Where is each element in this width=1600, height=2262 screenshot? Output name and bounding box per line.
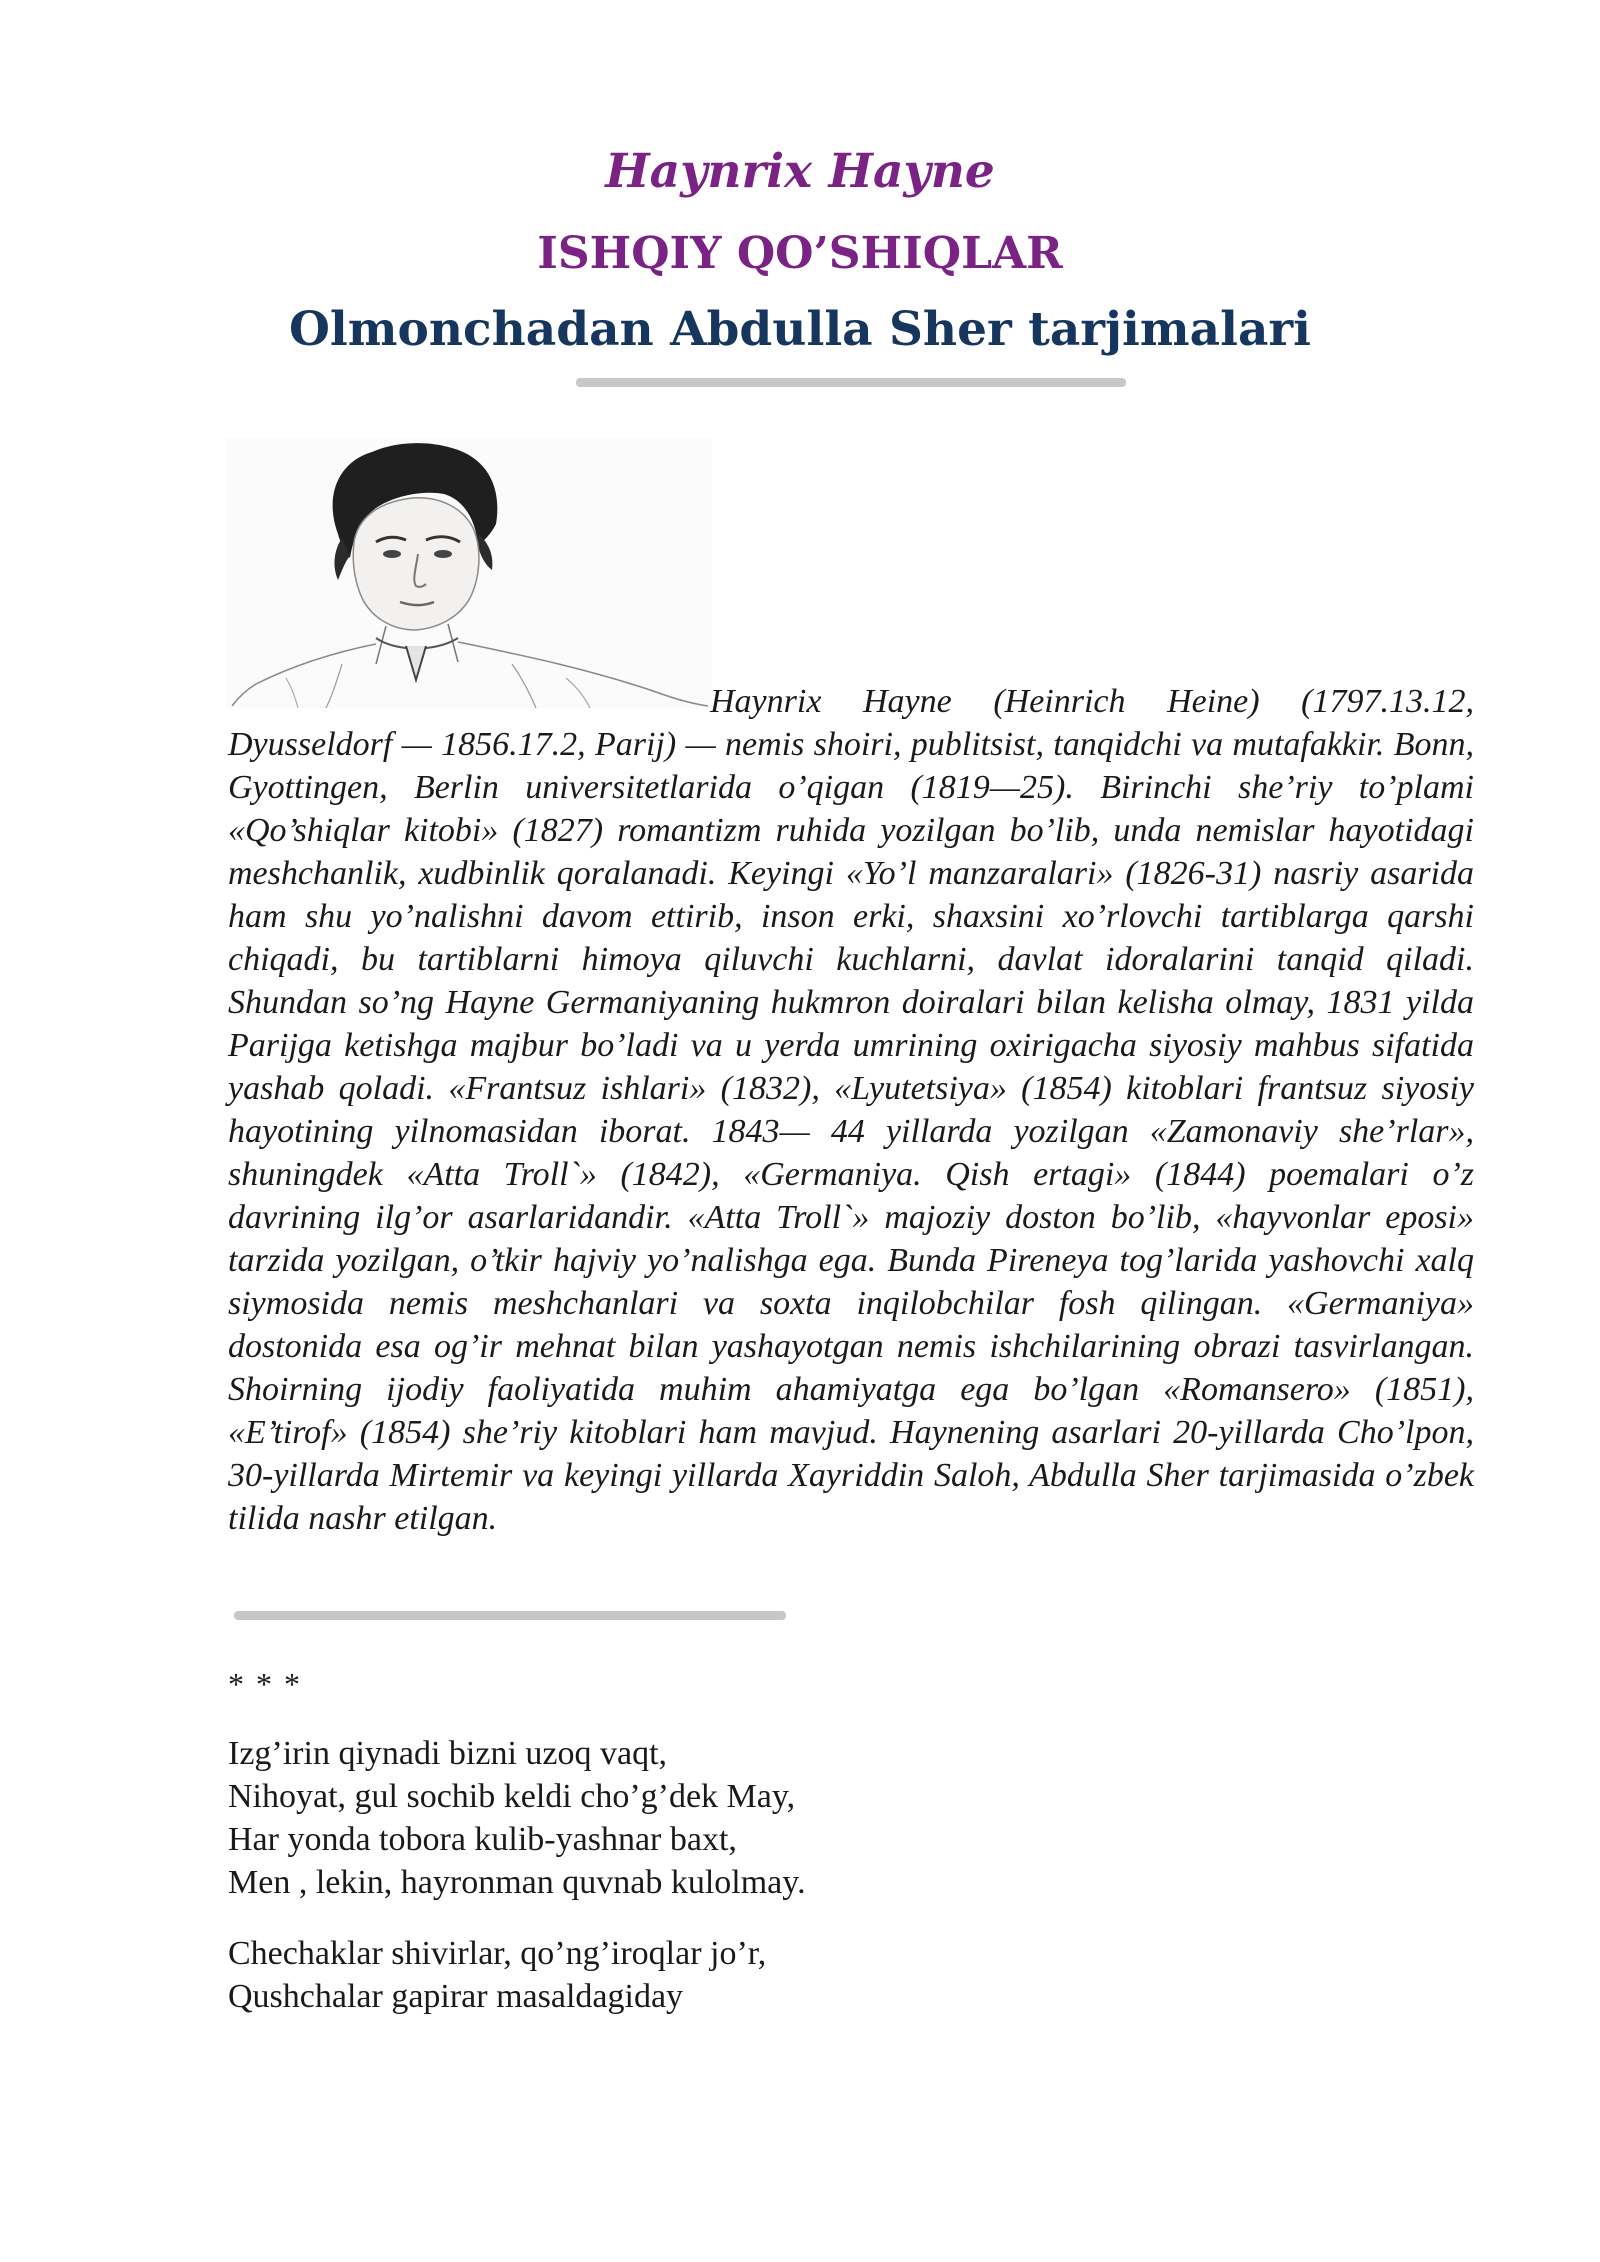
poem-separator: * * *	[228, 1666, 302, 1702]
divider-bottom	[234, 1611, 786, 1620]
page-title: ISHQIY QO’SHIQLAR	[537, 228, 1063, 279]
page-subtitle: Olmonchadan Abdulla Sher tarjimalari	[288, 302, 1312, 357]
poem-line: Qushchalar gapirar masaldagiday	[228, 1978, 684, 2015]
poem-line: Chechaklar shivirlar, qo’ng’iroqlar jo’r,	[228, 1935, 767, 1972]
poem-line: Nihoyat, gul sochib keldi cho’g’dek May,	[228, 1778, 796, 1815]
poem-line: Men , lekin, hayronman quvnab kulolmay.	[228, 1864, 806, 1901]
author-portrait	[226, 438, 712, 708]
biography-text: Haynrix Hayne (Heinrich Heine) (1797.13.12, Dyusseldorf — 1856.17.2, Parij) — nemis shoiri, publitsist, tanqidchi va mutafakkir. Bonn, Gyottingen, Berlin universitetlarida o’qigan (1819—25). Birinchi she’riy to’plami «Qo’shiqlar kitobi» (1827) romantizm ruhida yozilgan bo’lib, unda nemislar hayotidagi meshchanlik, xudbinlik qoralanadi. Keyingi «Yo’l manzaralari» (1826-31) nasriy asarida ham shu yo’nalishni davom ettirib, inson erki, shaxsini xo’rlovchi tartiblarga qarshi chiqadi, bu tartiblarni himoya qiluvchi kuchlarni, davlat idoralarini tanqid qiladi. Shundan so’ng Hayne Germaniyaning hukmron doiralari bilan kelisha olmay, 1831 yilda Parijga ketishga majbur bo’ladi va u yerda umrining oxirigacha siyosiy mahbus sifatida yashab qoladi. «Frantsuz ishlari» (1832), «Lyutetsiya» (1854) kitoblari frantsuz siyosiy hayotining yilnomasidan iborat. 1843— 44 yillarda yozilgan «Zamonaviy she’rlar», shuningdek «Atta Troll`» (1842), «Germaniya. Qish ertagi» (1844) poemalari o’z davrining ilg’or asarlaridandir. «Atta Troll`» majoziy doston bo’lib, «hayvonlar eposi» tarzida yozilgan, o’tkir hajviy yo’nalishga ega. Bunda Pireneya tog’larida yashovchi xalq siymosida nemis meshchanlari va soxta inqilobchilar fosh qilingan. «Germaniya» dostonida esa og’ir mehnat bilan yashayotgan nemis ishchilarining obrazi tasvirlangan. Shoirning ijodiy faoliyatida muhim ahamiyatga ega bo’lgan «Romansero» (1851), «E’tirof» (1854) she’riy kitoblari ham mavjud. Haynening asarlari 20-yillarda Cho’lpon, 30-yillarda Mirtemir va keyingi yillarda Xayriddin Saloh, Abdulla Sher tarjimasida o’zbek tilida nashr etilgan.	[228, 683, 1474, 1537]
author-name: Haynrix Hayne	[605, 144, 995, 199]
poem-line: Izg’irin qiynadi bizni uzoq vaqt,	[228, 1735, 668, 1772]
divider-top	[576, 378, 1126, 387]
poem-line: Har yonda tobora kulib-yashnar baxt,	[228, 1821, 737, 1858]
poem-stanza-1	[228, 1732, 806, 1904]
author-biography	[228, 680, 1474, 1540]
poem-stanza-2	[228, 1932, 766, 2018]
